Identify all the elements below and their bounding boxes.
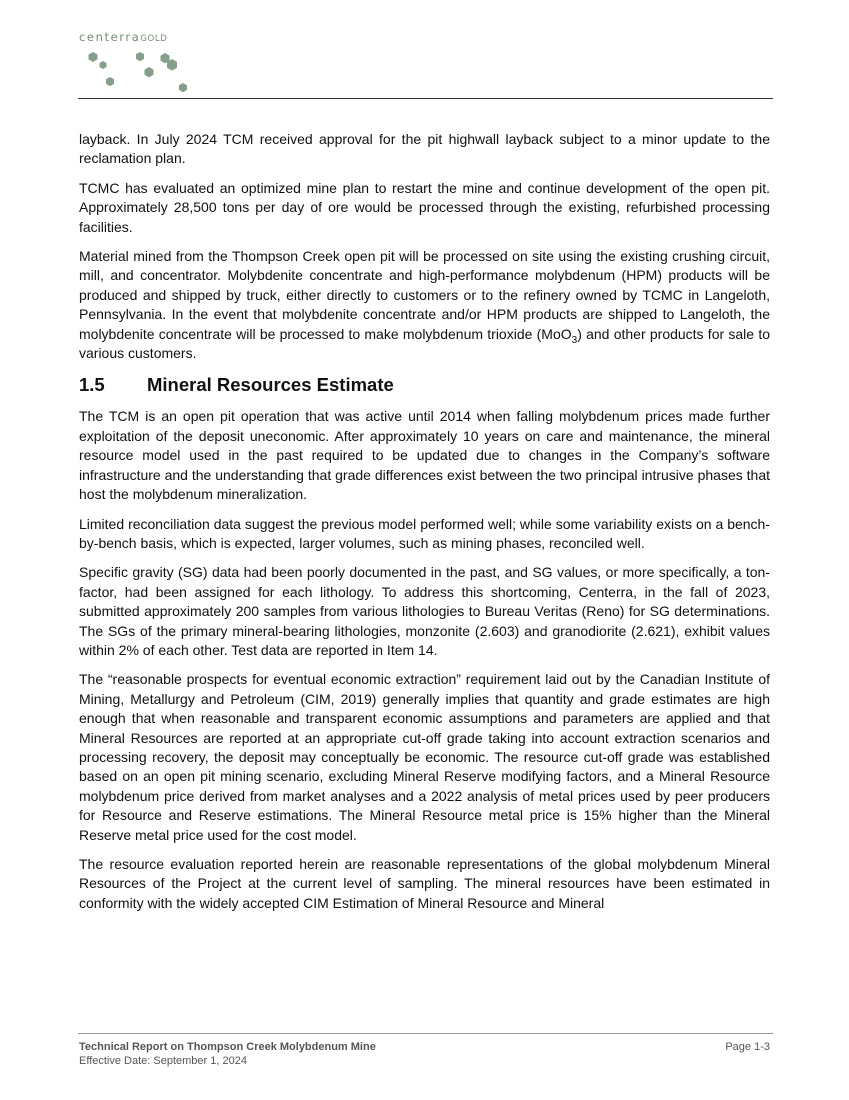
section-number: 1.5 [79, 374, 105, 396]
body-paragraph: TCMC has evaluated an optimized mine plan to restart the mine and continue development of the open pit. Approximately 28,500 tons per day of ore would be processed through the existing, refurbished processing facilities. [79, 179, 770, 235]
company-logo [79, 30, 219, 96]
page-number: Page 1-3 [725, 1041, 770, 1053]
paragraph-text-end: ) and other products for sale to various customers. [79, 325, 770, 362]
section-title: Mineral Resources Estimate [147, 374, 394, 396]
logo-text-suffix: GOLD [140, 34, 168, 44]
section-heading [79, 373, 770, 397]
report-title: Technical Report on Thompson Creek Molybdenum Mine [79, 1041, 376, 1053]
document-body [79, 130, 770, 923]
body-paragraph: Limited reconciliation data suggest the previous model performed well; while some variability exists on a bench-by-bench basis, which is expected, larger volumes, such as mining phases, reconciled well. [79, 515, 770, 551]
paragraph-text: Material mined from the Thompson Creek open pit will be processed on site using the existing crushing circuit, mill, and concentrator. Molybdenite concentrate and high-performance molybdenum (HPM) products will be produced and shipped by truck, either directly to customers or to the refinery owned by TCMC in Langeloth, Pennsylvania. In the event that molybdenite concentrate and/or HPM products are shipped to Langeloth, the molybdenite concentrate will be processed to make molybdenum trioxide (MoO [79, 248, 770, 342]
body-paragraph: Specific gravity (SG) data had been poorly documented in the past, and SG values, or more specifically, a ton-factor, had been assigned for each lithology. To address this shortcoming, Centerra, in the fall of 2023, submitted approximately 200 samples from various lithologies to Bureau Veritas (Reno) for SG determinations. The SGs of the primary mineral-bearing lithologies, monzonite (2.603) and granodiorite (2.621), exhibit values within 2% of each other. Test data are reported in Item 14. [79, 564, 770, 658]
logo-wordmark [79, 30, 167, 44]
body-paragraph [79, 247, 770, 363]
body-paragraph: The TCM is an open pit operation that was active until 2014 when falling molybdenum prices made further exploitation of the deposit uneconomic. After approximately 10 years on care and maintenance, the mineral resource model used in the past required to be updated due to changes in the Company’s software infrastructure and the understanding that grade differences exist between the two principal intrusive phases that host the molybdenum mineralization. [79, 408, 770, 503]
body-paragraph: layback. In July 2024 TCM received approval for the pit highwall layback subject to a minor update to the reclamation plan. [79, 131, 770, 167]
body-paragraph: The resource evaluation reported herein are reasonable representations of the global molybdenum Mineral Resources of the Project at the current level of sampling. The mineral resources have been estimated in conformity with the widely accepted CIM Estimation of Mineral Resource and Mineral [79, 856, 770, 911]
header-divider [78, 98, 773, 99]
effective-date: Effective Date: September 1, 2024 [79, 1055, 247, 1067]
logo-text-main: centerra [79, 30, 141, 44]
subscript: 3 [571, 334, 578, 346]
footer-info [79, 1040, 376, 1068]
footer-divider [78, 1033, 773, 1034]
logo-hexagons-icon [79, 44, 209, 96]
body-paragraph: The “reasonable prospects for eventual economic extraction” requirement laid out by the Canadian Institute of Mining, Metallurgy and Petroleum (CIM, 2019) generally implies that quantity and grade estimates are high enough that when reasonable and transparent economic assumptions and parameters are applied and that Mineral Resources are reported at an appropriate cut-off grade taking into account extraction scenarios and processing recovery, the deposit may conceptually be economic. The resource cut-off grade was established based on an open pit mining scenario, excluding Mineral Reserve modifying factors, and a Mineral Resource molybdenum price derived from market analyses and a 2022 analysis of metal prices used by peer producers for Resource and Reserve estimations. The Mineral Resource metal price is 15% higher than the Mineral Reserve metal price used for the cost model. [79, 671, 770, 843]
